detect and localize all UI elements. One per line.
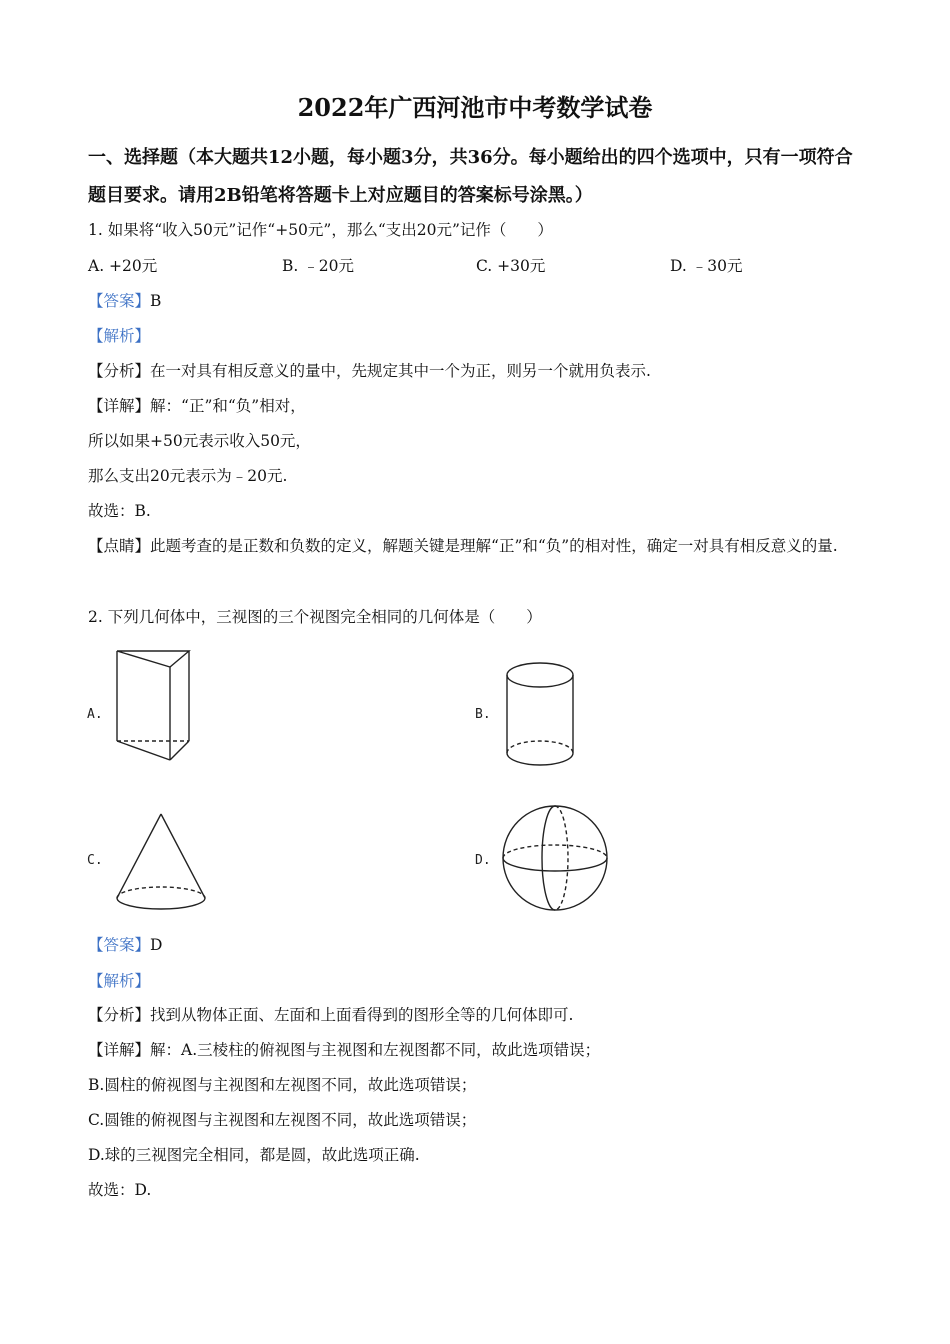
triangular-prism-figure (110, 645, 200, 765)
question-2-stem: 2. 下列几何体中，三视图的三个视图完全相同的几何体是（ ） (88, 608, 542, 626)
q2-solution-line-b: B.圆柱的俯视图与主视图和左视图不同，故此选项错误； (88, 1076, 477, 1094)
q2-xiangjie (88, 1039, 600, 1061)
q2-answer (88, 934, 162, 956)
q1-option-b: B. ﹣20元 (282, 257, 354, 275)
fenxi-tag: 【分析】 (88, 1006, 151, 1024)
q1-option-c: C. +30元 (476, 257, 546, 275)
answer-tag: 【答案】 (88, 292, 151, 310)
figure-label-b: B. (475, 707, 491, 722)
fenxi-text: 在一对具有相反意义的量中，先规定其中一个为正，则另一个就用负表示. (150, 362, 651, 380)
xiangjie-text: 解：A.三棱柱的俯视图与主视图和左视图都不同，故此选项错误； (150, 1041, 601, 1059)
q1-answer (88, 290, 161, 312)
q1-analysis-tag: 【解析】 (88, 327, 151, 345)
q1-option-d: D. ﹣30元 (670, 257, 743, 275)
page-title: 2022年广西河池市中考数学试卷 (297, 93, 653, 122)
q1-solution-line-2: 所以如果+50元表示收入50元， (88, 432, 311, 450)
q2-analysis-tag: 【解析】 (88, 972, 151, 990)
xiangjie-tag: 【详解】 (88, 1041, 151, 1059)
q1-choose: 故选：B. (88, 502, 151, 520)
answer-value: D (150, 936, 163, 954)
q1-option-a: A. +20元 (88, 257, 158, 275)
figure-label-d: D. (475, 853, 491, 868)
fenxi-tag: 【分析】 (88, 362, 151, 380)
q1-fenxi (88, 360, 651, 382)
xiangjie-tag: 【详解】 (88, 397, 151, 415)
dianjing-text: 此题考查的是正数和负数的定义，解题关键是理解“正”和“负”的相对性，确定一对具有相反意义的量. (150, 537, 838, 555)
q2-solution-line-c: C.圆锥的俯视图与主视图和左视图不同，故此选项错误； (88, 1111, 477, 1129)
figure-label-c: C. (87, 853, 103, 868)
fenxi-text: 找到从物体正面、左面和上面看得到的图形全等的几何体即可. (150, 1006, 574, 1024)
cone-figure (113, 810, 209, 915)
answer-tag: 【答案】 (88, 936, 151, 954)
q1-xiangjie (88, 395, 306, 417)
xiangjie-text: 解：“正”和“负”相对， (150, 397, 306, 415)
sphere-figure (500, 803, 610, 913)
cylinder-figure (500, 660, 580, 770)
q1-solution-line-3: 那么支出20元表示为﹣20元. (88, 467, 288, 485)
answer-value: B (150, 292, 162, 310)
figure-label-a: A. (87, 707, 103, 722)
q1-dianjing (88, 528, 863, 564)
q2-choose: 故选：D. (88, 1181, 152, 1199)
q2-solution-line-d: D.球的三视图完全相同，都是圆，故此选项正确. (88, 1146, 420, 1164)
dianjing-tag: 【点睛】 (88, 537, 151, 555)
section-heading: 一、选择题（本大题共12小题，每小题3分，共36分。每小题给出的四个选项中，只有一项符合题目要求。请用2B铅笔将答题卡上对应题目的答案标号涂黑。） (88, 147, 853, 206)
question-1-stem: 1. 如果将“收入50元”记作“+50元”，那么“支出20元”记作（ ） (88, 221, 553, 239)
q2-fenxi (88, 1004, 573, 1026)
